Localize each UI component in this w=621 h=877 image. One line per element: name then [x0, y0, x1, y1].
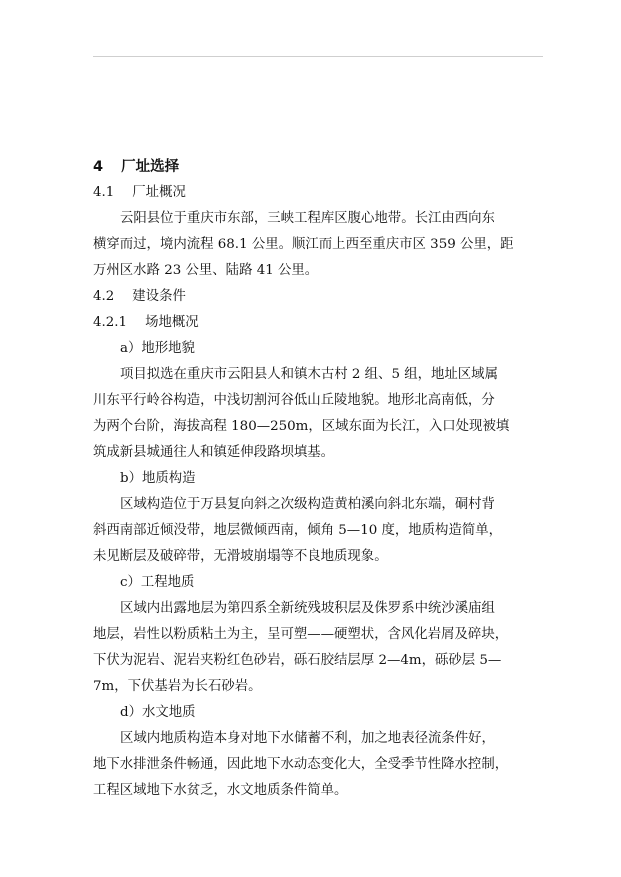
para2-line3: 为两个台阶，海拔高程 180—250m，区域东面为长江，入口处现被填 [93, 419, 510, 434]
para4-line2: 地层，岩性以粉质粘土为主，呈可塑——硬塑状，含风化岩屑及碎块， [93, 627, 509, 642]
subsection-d-label: d）水文地质 [120, 705, 196, 720]
subsection-a-label: a）地形地貌 [120, 341, 195, 356]
subsection-c-label: c）工程地质 [120, 575, 195, 590]
subsection-b-label: b）地质构造 [120, 471, 196, 486]
para1-line1: 云阳县位于重庆市东部，三峡工程库区腹心地带。长江由西向东 [120, 211, 495, 226]
para1-line2: 横穿而过，境内流程 68.1 公里。顺江而上西至重庆市区 359 公里，距 [93, 237, 514, 252]
para3-line3: 未见断层及破碎带，无滑坡崩塌等不良地质现象。 [93, 549, 388, 564]
chapter-heading: 4 厂址选择 [93, 159, 180, 175]
para4-line4: 7m，下伏基岩为长石砂岩。 [93, 679, 262, 694]
section-4-2-1-heading: 4.2.1 场地概况 [93, 315, 199, 330]
para5-line3: 工程区域地下水贫乏，水文地质条件简单。 [93, 783, 348, 798]
header-rule [93, 56, 543, 57]
section-4-1-heading: 4.1 厂址概况 [93, 185, 186, 200]
para2-line1: 项目拟选在重庆市云阳县人和镇木古村 2 组、5 组，地址区域属 [120, 367, 498, 382]
para5-line1: 区域内地质构造本身对地下水储蓄不利，加之地表径流条件好， [120, 731, 495, 746]
para5-line2: 地下水排泄条件畅通，因此地下水动态变化大，全受季节性降水控制， [93, 757, 509, 772]
para2-line2: 川东平行岭谷构造，中浅切割河谷低山丘陵地貌。地形北高南低，分 [93, 393, 495, 408]
para1-line3: 万州区水路 23 公里、陆路 41 公里。 [93, 263, 319, 278]
para4-line3: 下伏为泥岩、泥岩夹粉红色砂岩，砾石胶结层厚 2—4m，砾砂层 5— [93, 653, 502, 668]
para3-line1: 区域构造位于万县复向斜之次级构造黄柏溪向斜北东端，硐村背 [120, 497, 495, 512]
para3-line2: 斜西南部近倾没带，地层微倾西南，倾角 5—10 度，地质构造简单， [93, 523, 503, 538]
para2-line4: 筑成新县城通往人和镇延伸段路坝填基。 [93, 445, 335, 460]
section-4-2-heading: 4.2 建设条件 [93, 289, 186, 304]
para4-line1: 区域内出露地层为第四系全新统残坡积层及侏罗系中统沙溪庙组 [120, 601, 495, 616]
